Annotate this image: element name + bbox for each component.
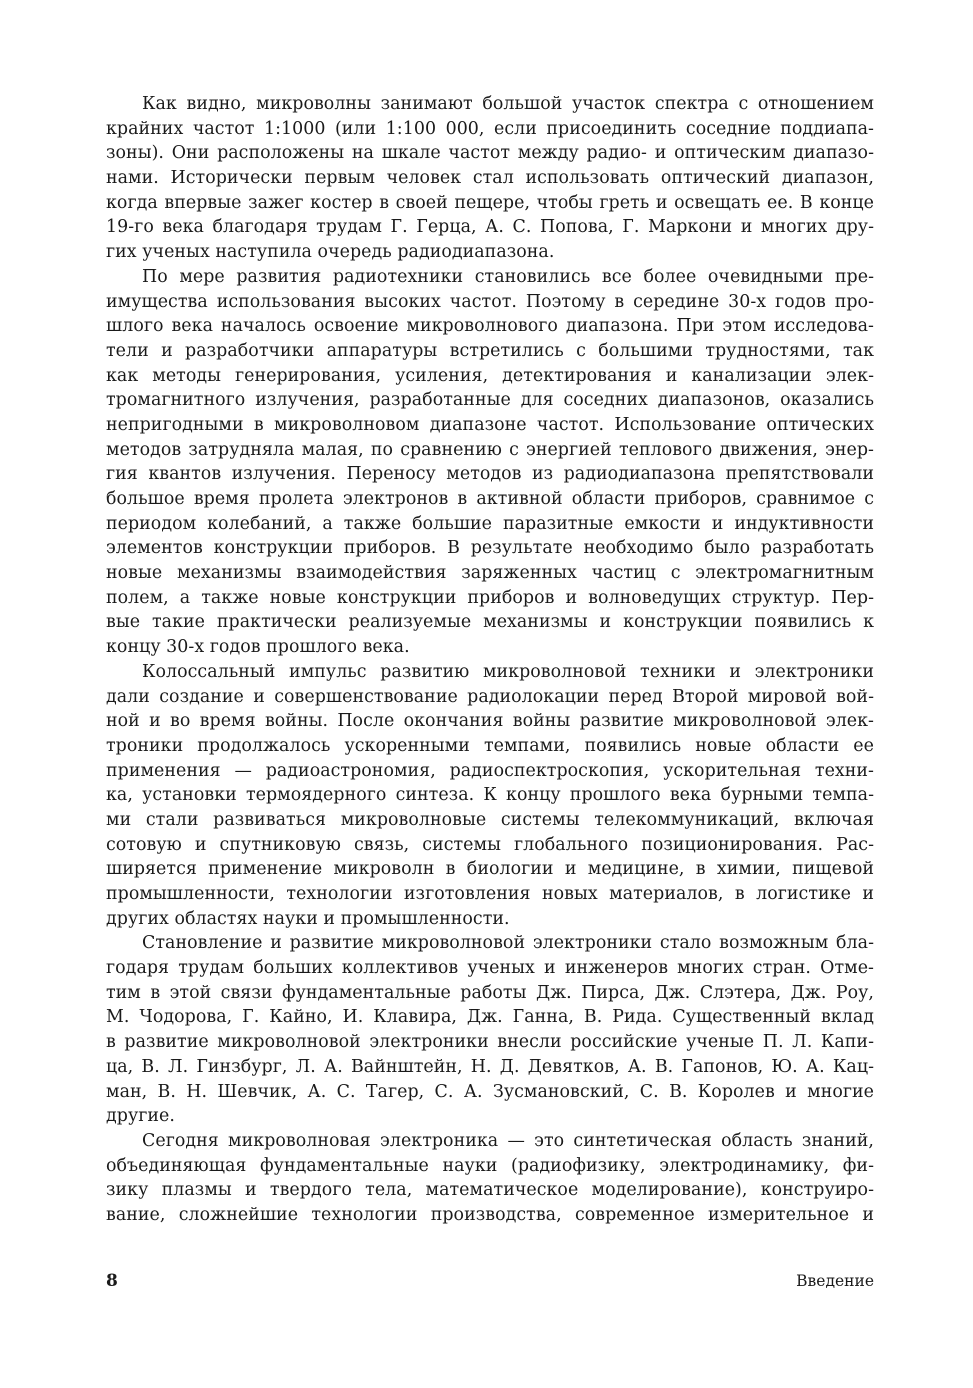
paragraph-2 bbox=[106, 265, 874, 660]
text-line: применения — радиоастрономия, радиоспектроскопия, ускорительная техни- bbox=[106, 760, 874, 781]
text-line: периодом колебаний, а также большие паразитные емкости и индуктивности bbox=[106, 513, 874, 534]
text-line: имущества использования высоких частот. Поэтому в середине 30-х годов про- bbox=[106, 291, 874, 312]
text-line: как методы генерирования, усиления, детектирования и канализации элек- bbox=[106, 365, 874, 386]
paragraph-3 bbox=[106, 660, 874, 932]
text-line: элементов конструкции приборов. В результате необходимо было разработать bbox=[106, 538, 874, 559]
text-line: гия квантов излучения. Переносу методов из радиодиапазона препятствовали bbox=[106, 464, 874, 485]
text-line: тели и разработчики аппаратуры встретились с большими трудностями, так bbox=[106, 340, 874, 361]
section-title: Введение bbox=[796, 1272, 874, 1290]
text-line: ширяется применение микроволн в биологии и медицине, в химии, пищевой bbox=[106, 859, 874, 880]
text-line: Как видно, микроволны занимают большой участок спектра с отношением bbox=[142, 94, 874, 114]
text-line: сотовую и спутниковую связь, системы глобального позиционирования. Рас- bbox=[106, 834, 874, 855]
body-text bbox=[106, 92, 874, 1228]
text-line: новые механизмы взаимодействия заряженных частиц с электромагнитным bbox=[106, 563, 874, 584]
text-line: когда впервые зажег костер в своей пещере, чтобы греть и освещать ее. В конце bbox=[106, 192, 874, 213]
text-line: методов затрудняла малая, по сравнению с энергией теплового движения, энер- bbox=[106, 439, 874, 460]
text-line: зику плазмы и твердого тела, математическое моделирование), конструиро- bbox=[106, 1180, 874, 1201]
text-line: дали создание и совершенствование радиолокации перед Второй мировой вой- bbox=[106, 686, 874, 707]
text-line: М. Чодорова, Г. Кайно, И. Клавира, Дж. Ганна, В. Рида. Существенный вклад bbox=[106, 1007, 874, 1028]
text-line: других областях науки и промышленности. bbox=[106, 908, 510, 929]
text-line: вые такие практически реализуемые механизмы и конструкции появились к bbox=[106, 612, 874, 633]
text-line: в развитие микроволновой электроники внесли российские ученые П. Л. Капи- bbox=[106, 1032, 874, 1053]
text-line: нами. Исторически первым человек стал использовать оптический диапазон, bbox=[106, 168, 874, 189]
text-line: тим в этой связи фундаментальные работы Дж. Пирса, Дж. Слэтера, Дж. Роу, bbox=[106, 982, 874, 1003]
text-line: По мере развития радиотехники становились все более очевидными пре- bbox=[142, 266, 874, 287]
text-line: зоны). Они расположены на шкале частот между радио- и оптическим диапазо- bbox=[106, 143, 874, 164]
text-line: 19-го века благодаря трудам Г. Герца, А. С. Попова, Г. Маркони и многих дру- bbox=[106, 217, 874, 238]
text-line: другие. bbox=[106, 1106, 175, 1127]
text-line: вание, сложнейшие технологии производства, современное измерительное и bbox=[106, 1204, 874, 1225]
text-line: крайних частот 1:1000 (или 1:100 000, если присоединить соседние поддиапа- bbox=[106, 118, 874, 139]
text-line: ми стали развиваться микроволновые системы телекоммуникаций, включая bbox=[106, 809, 874, 830]
text-line: большое время пролета электронов в активной области приборов, сравнимое с bbox=[106, 489, 874, 509]
paragraph-5 bbox=[106, 1129, 874, 1228]
text-line: шлого века началось освоение микроволнового диапазона. При этом исследова- bbox=[106, 316, 874, 337]
text-line: объединяющая фундаментальные науки (радиофизику, электродинамику, фи- bbox=[106, 1155, 874, 1176]
text-line: годаря трудам больших коллективов ученых и инженеров многих стран. Отме- bbox=[106, 958, 874, 979]
text-line: ка, установки термоядерного синтеза. К концу прошлого века бурными темпа- bbox=[106, 785, 874, 806]
text-line: Сегодня микроволновая электроника — это синтетическая область знаний, bbox=[142, 1130, 874, 1151]
paragraph-4 bbox=[106, 931, 874, 1129]
text-line: гих ученых наступила очередь радиодиапазона. bbox=[106, 242, 555, 263]
page-number: 8 bbox=[106, 1271, 118, 1291]
text-line: непригодными в микроволновом диапазоне частот. Использование оптических bbox=[106, 414, 874, 435]
text-line: троники продолжалось ускоренными темпами, появились новые области ее bbox=[106, 735, 874, 756]
text-line: ца, В. Л. Гинзбург, Л. А. Вайнштейн, Н. Д. Девятков, А. В. Гапонов, Ю. А. Кац- bbox=[106, 1056, 874, 1077]
text-line: концу 30-х годов прошлого века. bbox=[106, 637, 410, 658]
text-line: ман, В. Н. Шевчик, А. С. Тагер, С. А. Зусмановский, С. В. Королев и многие bbox=[106, 1081, 874, 1102]
text-line: ной и во время войны. После окончания войны развитие микроволновой элек- bbox=[106, 711, 874, 732]
text-line: тромагнитного излучения, разработанные для соседних диапазонов, оказались bbox=[106, 390, 874, 411]
text-line: Колоссальный импульс развитию микроволновой техники и электроники bbox=[142, 661, 874, 682]
text-line: промышленности, технологии изготовления новых материалов, в логистике и bbox=[106, 884, 874, 904]
text-line: Становление и развитие микроволновой электроники стало возможным бла- bbox=[142, 933, 874, 954]
text-line: полем, а также новые конструкции приборов и волноведущих структур. Пер- bbox=[106, 587, 874, 608]
paragraph-1 bbox=[106, 92, 874, 265]
